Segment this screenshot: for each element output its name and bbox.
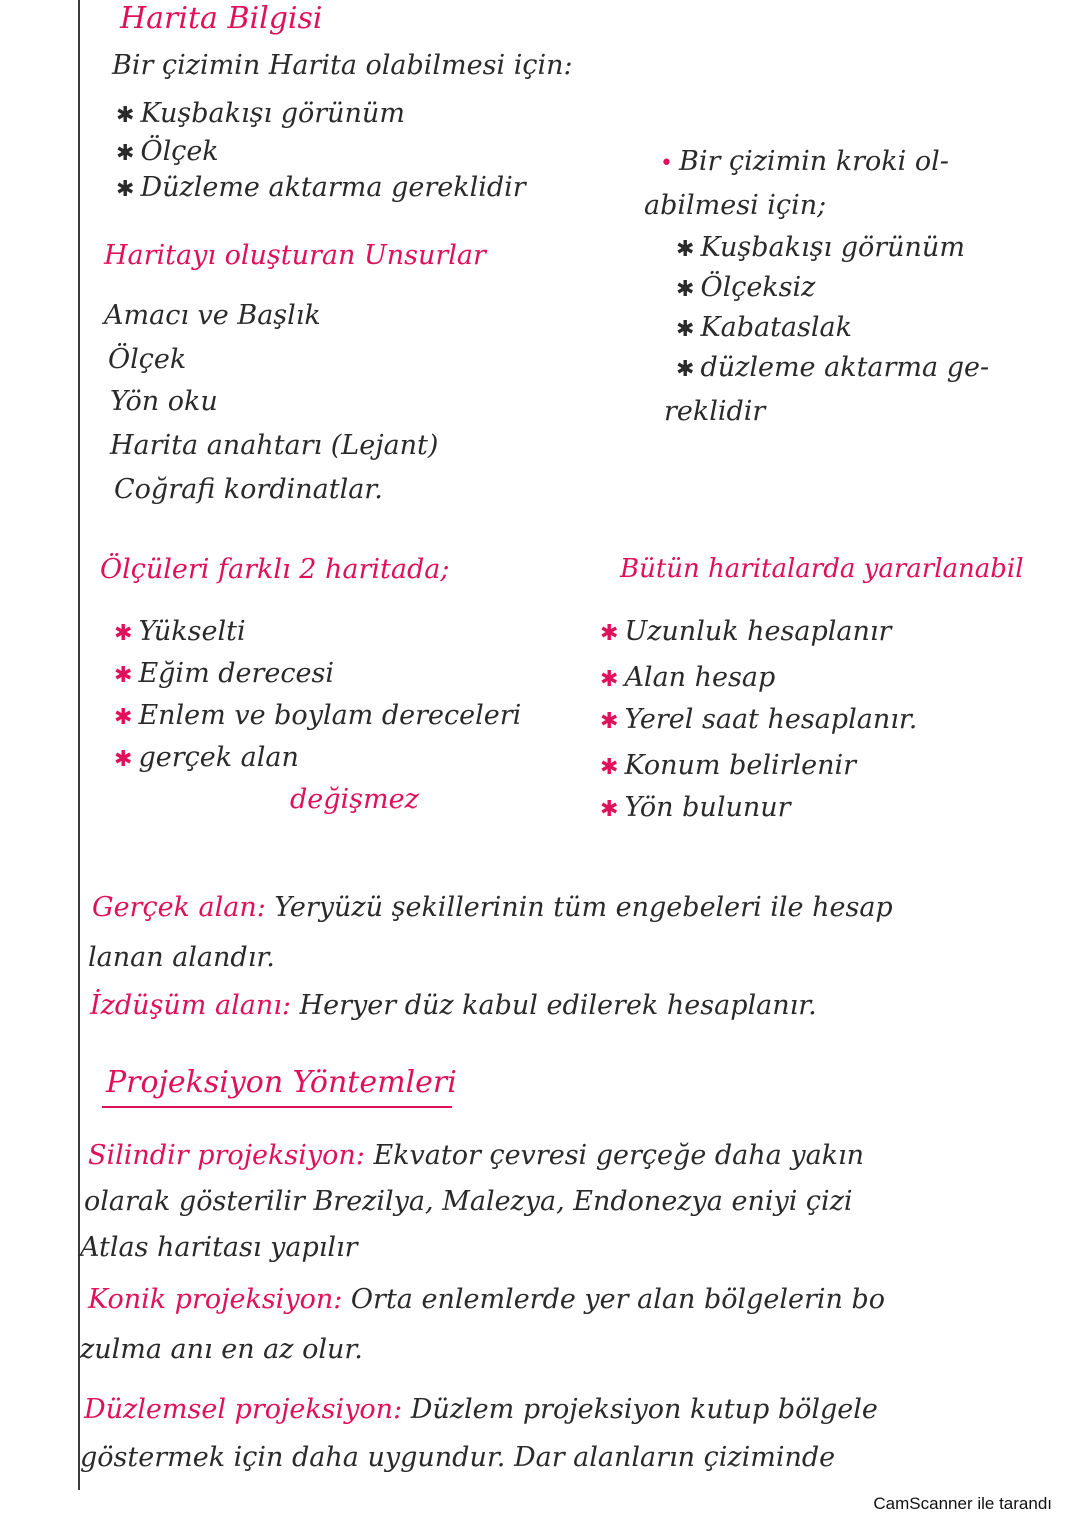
map-element-3: Yön oku: [110, 386, 218, 417]
map-requirements-heading: Bir çizimin Harita olabilmesi için:: [112, 50, 573, 81]
real-area-text: Yeryüzü şekillerinin tüm engebeleri ile hesap: [274, 892, 893, 923]
projection-heading-underline: [102, 1106, 452, 1108]
real-area-line-2: lanan alandır.: [88, 942, 275, 973]
cylinder-line-2: olarak gösterilir Brezilya, Malezya, Endonezya eniyi çizi: [84, 1186, 853, 1217]
projected-area-line: [90, 992, 817, 1019]
usable-item-2: ✱ Alan hesap: [600, 662, 776, 693]
real-area-term: Gerçek alan:: [92, 892, 266, 923]
sketch-requirement-1: ✱ Kuşbakışı görünüm: [676, 232, 965, 263]
sketch-requirement-3: ✱ Kabataslak: [676, 312, 852, 343]
usable-item-1: ✱ Uzunluk hesaplanır: [600, 616, 892, 647]
real-area-line-1: [92, 894, 893, 921]
map-requirement-3: ✱ Düzleme aktarma gereklidir: [116, 172, 526, 203]
usable-item-3: ✱ Yerel saat hesaplanır.: [600, 704, 918, 735]
unchanged-heading: Ölçüleri farklı 2 haritada;: [100, 554, 450, 585]
map-requirement-2: ✱ Ölçek: [116, 136, 219, 167]
unchanged-item-3: ✱ Enlem ve boylam dereceleri: [114, 700, 522, 731]
projection-heading: Projeksiyon Yöntemleri: [106, 1065, 457, 1100]
unchanged-item-1: ✱ Yükselti: [114, 616, 246, 647]
planar-term: Düzlemsel projeksiyon:: [84, 1394, 403, 1425]
map-element-4: Harita anahtarı (Lejant): [110, 430, 439, 461]
sketch-requirements-heading-a: • Bir çizimin kroki ol-: [660, 146, 949, 177]
cylinder-term: Silindir projeksiyon:: [88, 1140, 365, 1171]
usable-item-4: ✱ Konum belirlenir: [600, 750, 857, 781]
sketch-requirement-4: ✱ düzleme aktarma ge-: [676, 352, 990, 383]
cylinder-line-3: Atlas haritası yapılır: [80, 1232, 358, 1263]
planar-line-2: göstermek için daha uygundur. Dar alanların çiziminde: [80, 1442, 836, 1473]
sketch-requirements-tail: reklidir: [664, 396, 766, 427]
cylinder-line-1: Silindir projeksiyon: Ekvator çevresi gerçeğe daha yakın: [88, 1140, 865, 1171]
sketch-requirement-2: ✱ Ölçeksiz: [676, 272, 816, 303]
planar-line-1: Düzlemsel projeksiyon: Düzlem projeksiyon kutup bölgele: [84, 1394, 878, 1425]
map-requirement-1: ✱ Kuşbakışı görünüm: [116, 98, 405, 129]
usable-heading: Bütün haritalarda yararlanabil: [620, 554, 1024, 584]
map-elements-heading: Haritayı oluşturan Unsurlar: [104, 240, 486, 271]
projected-area-term: İzdüşüm alanı:: [90, 990, 291, 1021]
scanner-watermark: CamScanner ile tarandı: [873, 1494, 1052, 1513]
conic-line-1: Konik projeksiyon: Orta enlemlerde yer alan bölgelerin bo: [88, 1284, 886, 1315]
map-element-5: Coğrafi kordinatlar.: [114, 474, 383, 505]
margin-line: [78, 0, 80, 1490]
map-element-2: Ölçek: [108, 344, 187, 375]
sketch-requirements-heading-b: abilmesi için;: [644, 190, 827, 221]
page-title: Harita Bilgisi: [120, 1, 323, 36]
usable-item-5: ✱ Yön bulunur: [600, 792, 791, 823]
unchanged-tail: değişmez: [290, 784, 419, 815]
projected-area-text: Heryer düz kabul edilerek hesaplanır.: [299, 990, 817, 1021]
conic-line-2: zulma anı en az olur.: [80, 1334, 363, 1365]
conic-term: Konik projeksiyon:: [88, 1284, 343, 1315]
map-element-1: Amacı ve Başlık: [104, 300, 321, 331]
unchanged-item-2: ✱ Eğim derecesi: [114, 658, 334, 689]
unchanged-item-4: ✱ gerçek alan: [114, 742, 299, 773]
